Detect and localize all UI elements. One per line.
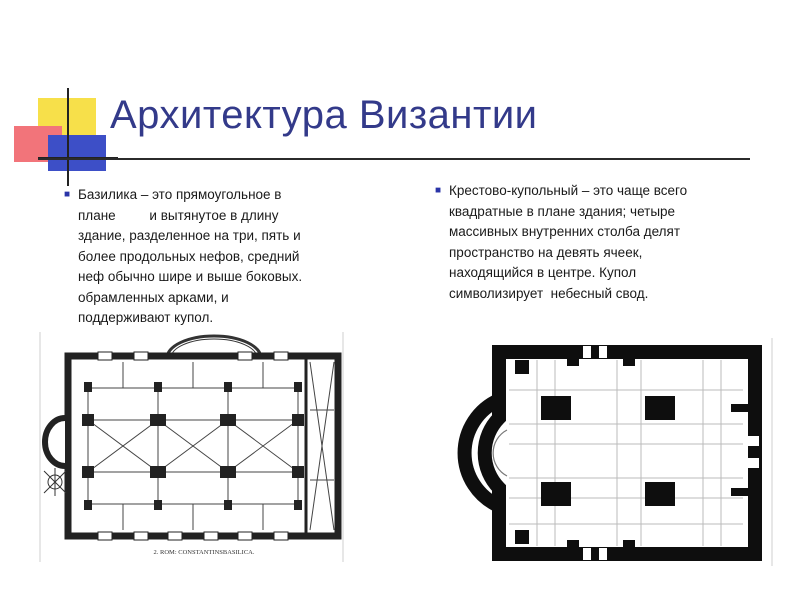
bullet-cross-dome-line-1: Крестово-купольный – это чаще всего bbox=[449, 183, 688, 198]
bullet-cross-dome-line-3: массивных внутренних столба делят bbox=[449, 224, 681, 239]
bullet-basilica-line-4: более продольных нефов, средний bbox=[78, 248, 300, 264]
title-underline bbox=[38, 158, 750, 160]
bullet-basilica-line-6: обрамленных арками, и bbox=[78, 289, 229, 305]
deco-vertical-line bbox=[67, 88, 69, 186]
bullet-cross-dome bbox=[435, 181, 779, 304]
bullet-mark: ■ bbox=[435, 185, 442, 196]
bullet-cross-dome-line-4: пространство на девять ячеек, bbox=[449, 244, 643, 260]
bullet-cross-dome-line-2: квадратные в плане здания; четыре bbox=[449, 203, 676, 219]
page-title: Архитектура Византии bbox=[110, 93, 538, 137]
bullet-cross-dome-line-6: символизирует небесный свод. bbox=[449, 285, 649, 301]
basilica-floor-plan bbox=[36, 330, 348, 566]
cross-dome-floor-plan bbox=[437, 338, 777, 568]
bullet-basilica-line-5: неф обычно шире и выше боковых. bbox=[78, 269, 303, 284]
bullet-cross-dome-line-5: находящийся в центре. Купол bbox=[449, 265, 637, 280]
bullet-mark: ■ bbox=[64, 189, 71, 200]
bullet-basilica-line-2: плане и вытянутое в длину bbox=[78, 207, 279, 223]
bullet-basilica-line-7: поддерживают купол. bbox=[78, 310, 214, 325]
bullet-basilica-line-3: здание, разделенное на три, пять и bbox=[78, 228, 301, 243]
bullet-basilica-line-1: Базилика – это прямоугольное в bbox=[78, 187, 282, 202]
basilica-caption: 2. ROM: CONSTANTINSBASILICA. bbox=[153, 549, 255, 556]
deco-blue-square bbox=[48, 135, 106, 171]
bullet-basilica bbox=[64, 185, 393, 329]
